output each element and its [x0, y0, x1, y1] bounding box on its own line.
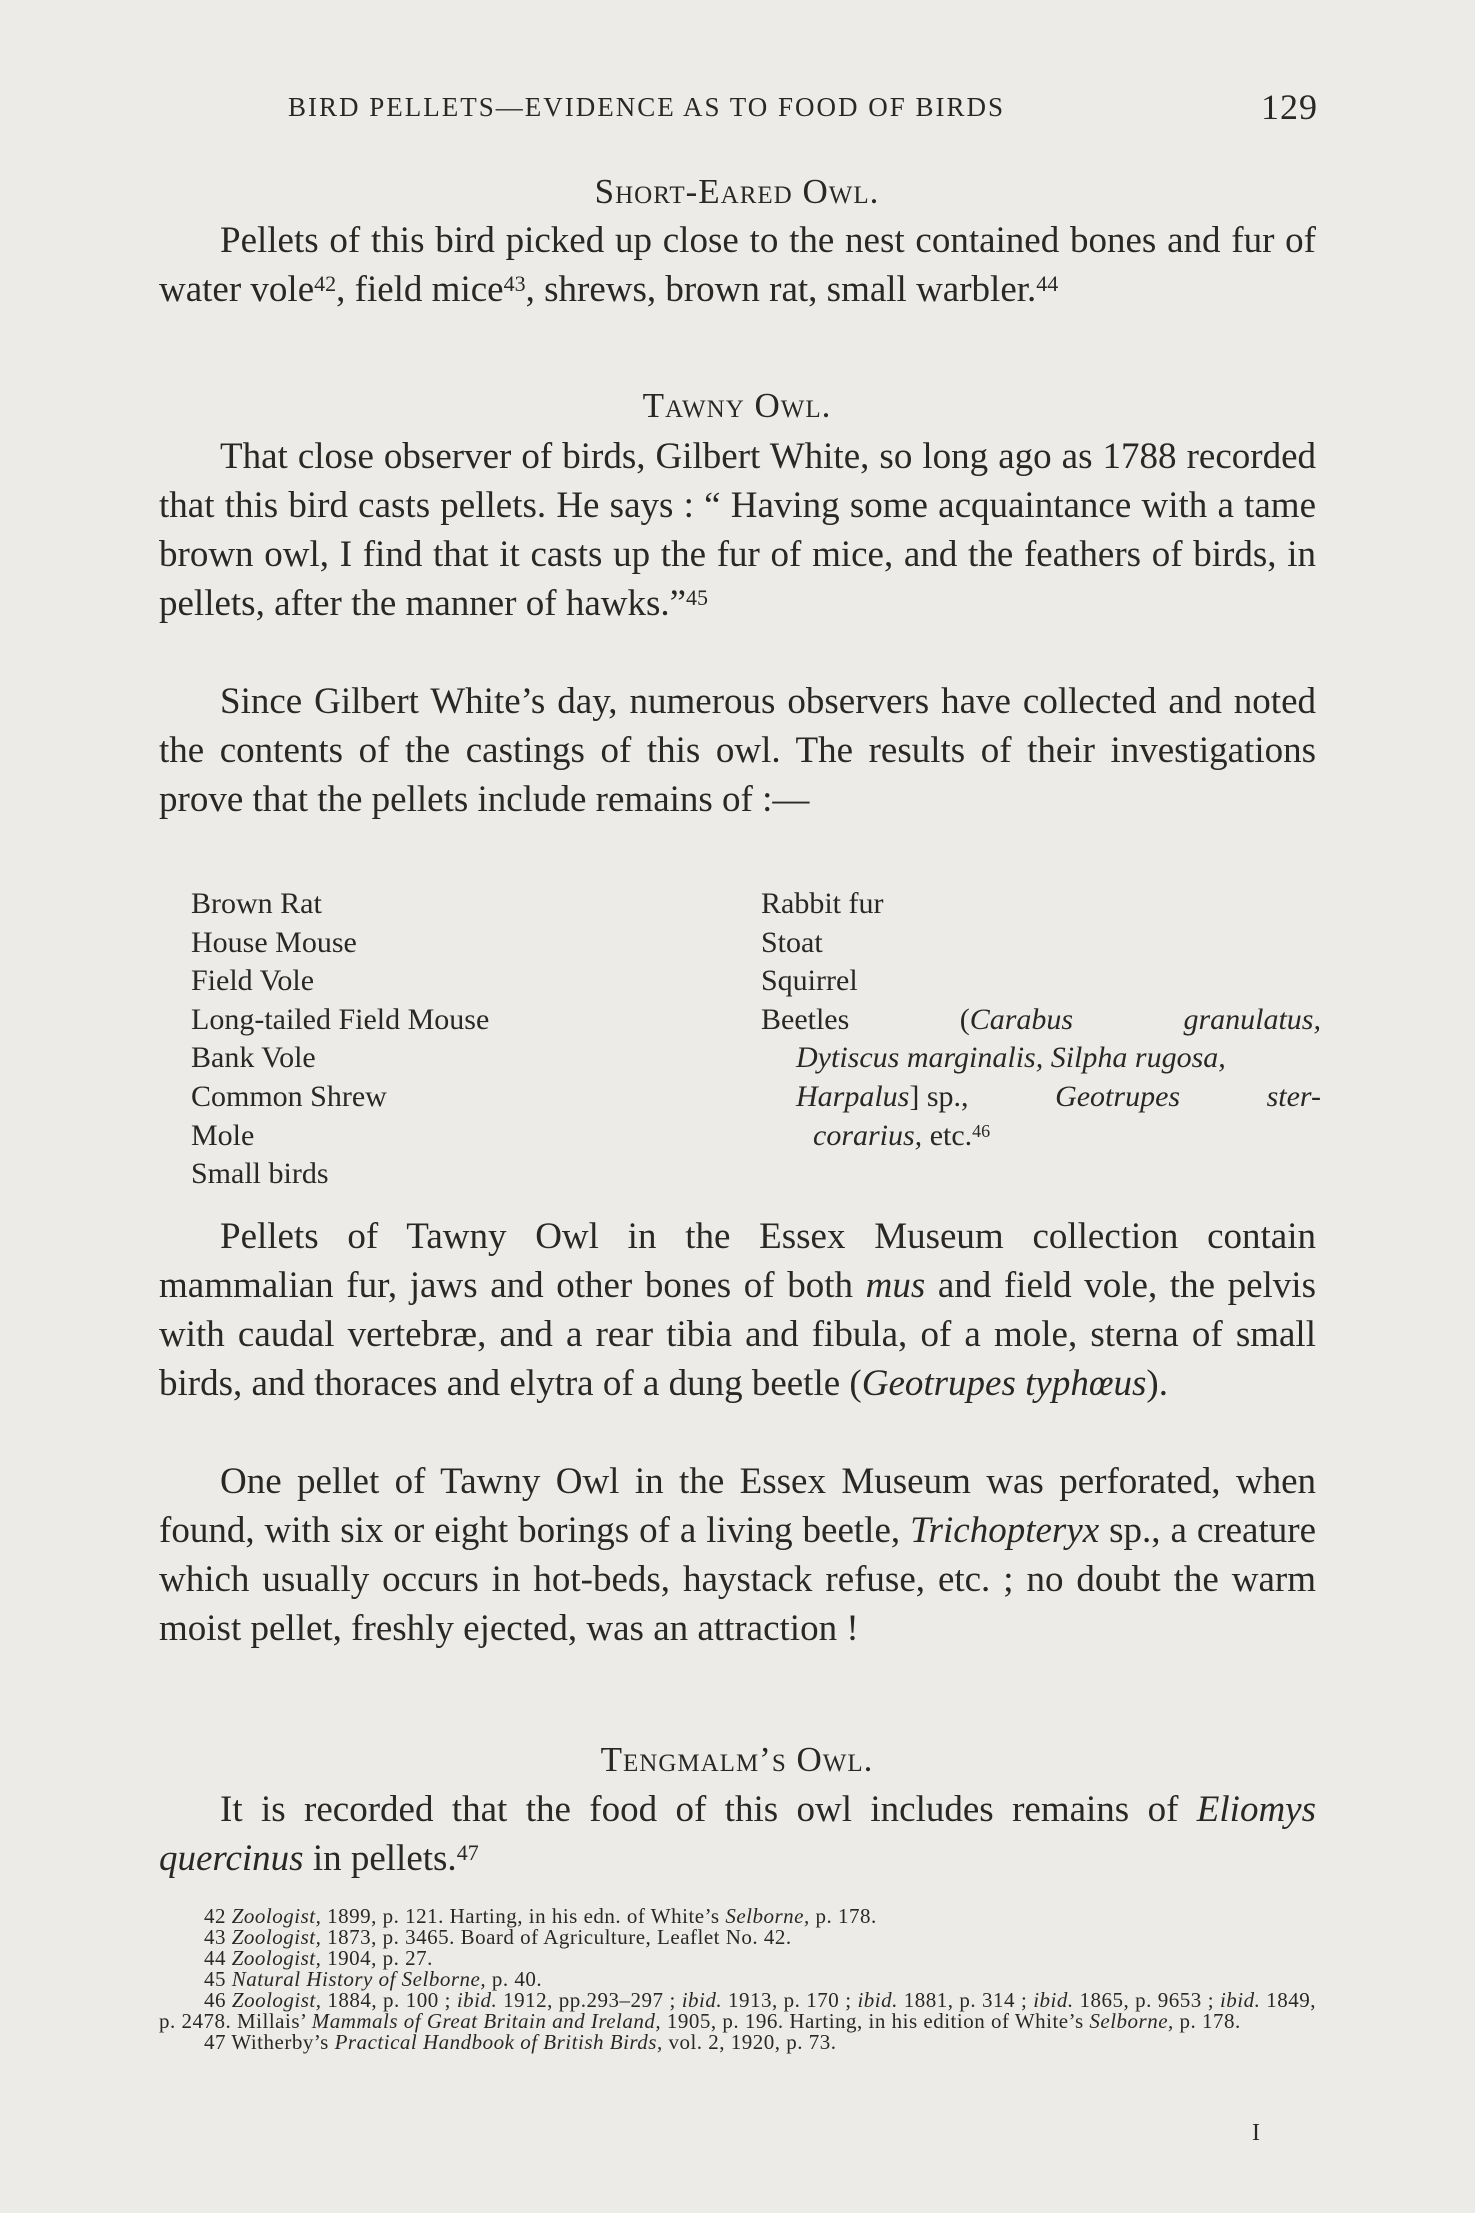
- text-run: 1904, p. 27.: [321, 1946, 433, 1970]
- footnote-ref-43: 43: [503, 271, 526, 296]
- paragraph-short-eared-owl: [159, 216, 1316, 314]
- footnote-number: 44: [204, 1946, 226, 1970]
- ibid: ibid.: [456, 1988, 498, 2012]
- signature-mark: I: [1252, 2120, 1260, 2146]
- text-run: 1881, p. 314 ;: [897, 1988, 1034, 2012]
- remains-list-left: [191, 885, 711, 1194]
- footnote-number: 47: [204, 2030, 226, 2054]
- text-run: 1899, p. 121. Harting, in his edn. of White’s: [321, 1904, 726, 1928]
- page-number: 129: [1261, 87, 1318, 127]
- remains-list-right: [761, 885, 1321, 1155]
- species-name: Geotrupes typhœus: [861, 1363, 1147, 1404]
- work-title: Selborne,: [725, 1904, 810, 1928]
- footnote-ref-44: 44: [1036, 271, 1059, 296]
- list-item: Field Vole: [191, 964, 315, 998]
- list-item: Rabbit fur: [761, 887, 884, 920]
- footnote-number: 45: [204, 1967, 226, 1991]
- paragraph-perforated-pellet: [159, 1457, 1316, 1653]
- text-run: 1865, p. 9653 ;: [1073, 1988, 1220, 2012]
- heading-short-eared-owl: Short-Eared Owl.: [594, 172, 880, 211]
- list-item: House Mouse: [191, 925, 357, 959]
- text-run: etc.: [922, 1118, 973, 1152]
- paragraph-tawny-observers: Since Gilbert White’s day, numerous observers have collected and noted the contents of the castings of this owl. The results of their investigations prove that the pellets include remains of :—: [159, 681, 1316, 820]
- text-run: p. 178.: [1173, 2009, 1241, 2033]
- footnotes: [159, 1906, 1316, 2053]
- list-item-beetles: [761, 1001, 1321, 1155]
- source-title: Zoologist,: [231, 1925, 322, 1949]
- beetles-line-4: [761, 1117, 1321, 1156]
- list-item: Brown Rat: [191, 887, 322, 920]
- source-title: Zoologist,: [231, 1988, 322, 2012]
- heading-tengmalms-owl: Tengmalm’s Owl.: [600, 1740, 874, 1779]
- text-run: vol. 2, 1920, p. 73.: [662, 2030, 837, 2054]
- text-run: 1873, p. 3465. Board of Agriculture, Leaflet No. 42.: [321, 1925, 792, 1949]
- source-title: Zoologist,: [231, 1946, 322, 1970]
- footnote-ref-42: 42: [314, 271, 337, 296]
- text-run: Pellets of Tawny Owl in the Essex Museum collection contain mammalian fur, jaws and other bones of both: [159, 1216, 1316, 1306]
- species-name: Eliomys quercinus: [159, 1789, 1316, 1879]
- text-run: ).: [1146, 1363, 1168, 1404]
- list-item: Bank Vole: [191, 1041, 316, 1075]
- list-item: Long-tailed Field Mouse: [191, 1002, 490, 1036]
- beetles-line-2: Dytiscus marginalis, Silpha rugosa,: [796, 1041, 1226, 1075]
- text-run: in pellets.: [303, 1838, 457, 1879]
- species-name: granulatus,: [1183, 1002, 1321, 1036]
- footnote-44: [159, 1948, 1316, 1969]
- text-run: 1905, p. 196. Harting, in his edition of White’s: [661, 2009, 1090, 2033]
- footnote-46: [159, 1990, 1316, 2032]
- source-title: Natural History of Selborne,: [231, 1967, 487, 1991]
- paragraph-tawny-white: [159, 432, 1316, 628]
- footnote-47: [159, 2032, 1316, 2053]
- list-item: Small birds: [191, 1157, 329, 1191]
- text-run: Witherby’s: [226, 2030, 335, 2054]
- beetles-line-3: [761, 1078, 1321, 1117]
- list-item: Common Shrew: [191, 1079, 387, 1113]
- species-name: Trichopteryx: [910, 1510, 1100, 1551]
- footnote-42: [159, 1906, 1316, 1927]
- footnote-number: 46: [204, 1988, 226, 2012]
- text-run: Pellets of this bird picked up close to the nest contained bones and fur of water vole: [159, 220, 1316, 310]
- ibid: ibid.: [681, 1988, 723, 2012]
- list-item: Squirrel: [761, 964, 858, 998]
- ibid: ibid.: [1033, 1988, 1074, 2012]
- footnote-number: 43: [204, 1925, 226, 1949]
- heading-tawny-owl: Tawny Owl.: [642, 386, 832, 425]
- text-run: p. 178.: [809, 1904, 877, 1928]
- footnote-45: [159, 1969, 1316, 1990]
- running-head-title: BIRD PELLETS—EVIDENCE AS TO FOOD OF BIRDS: [288, 92, 1006, 122]
- text-run: 1884, p. 100 ;: [321, 1988, 457, 2012]
- paragraph-essex-museum: [159, 1212, 1316, 1408]
- work-title: Practical Handbook of British Birds,: [334, 2030, 663, 2054]
- ibid: ibid.: [1219, 1988, 1261, 2012]
- paren: (: [959, 1002, 970, 1036]
- text-run: and field vole, the pelvis with caudal vertebræ, and a rear tibia and fibula, of a mole, sterna of small birds, and thoraces and elytra of a dung beetle (: [159, 1265, 1316, 1404]
- text-run: 1849, p. 2478. Millais’: [159, 1988, 1317, 2033]
- text-run: It is recorded that the food of this owl includes remains of: [220, 1789, 1197, 1830]
- text-run: That close observer of birds, Gilbert White, so long ago as 1788 recorded that this bird casts pellets. He says : “ Having some acquaintance with a tame brown owl, I find that it casts up the fur of mice, and the feathers of birds, in pellets, after the manner of hawks.”: [159, 436, 1316, 624]
- paragraph-tengmalms-owl: [159, 1785, 1316, 1883]
- text-run: One pellet of Tawny Owl in the Essex Museum was perforated, when found, with six or eight borings of a living beetle,: [159, 1461, 1316, 1551]
- beetles-harpalus: [796, 1078, 969, 1117]
- species-name: Harpalus: [796, 1079, 910, 1113]
- text-run: p. 40.: [486, 1967, 543, 1991]
- text-run: 1913, p. 170 ;: [722, 1988, 858, 2012]
- beetles-label: Beetles: [761, 1002, 850, 1036]
- beetles-genus: [960, 1001, 1073, 1040]
- footnote-43: [159, 1927, 1316, 1948]
- species-name: corarius,: [813, 1118, 923, 1152]
- list-item: Mole: [191, 1118, 255, 1152]
- ibid: ibid.: [857, 1988, 898, 2012]
- text-run: sp., a creature which usually occurs in hot-beds, haystack refuse, etc. ; no doubt the warm moist pellet, freshly ejected, was an attraction !: [159, 1510, 1316, 1649]
- species-name: Carabus: [969, 1002, 1074, 1036]
- list-item: Stoat: [761, 925, 823, 959]
- footnote-ref-47: 47: [456, 1840, 479, 1865]
- work-title: Selborne,: [1089, 2009, 1174, 2033]
- footnote-ref-46: 46: [972, 1120, 991, 1141]
- text-run: , field mice: [336, 269, 504, 310]
- work-title: Mammals of Great Britain and Ireland,: [311, 2009, 662, 2033]
- species-name: Geotrupes: [1055, 1079, 1181, 1113]
- species-name: ster-: [1266, 1079, 1321, 1113]
- text-run: 1912, pp.293–297 ;: [497, 1988, 682, 2012]
- text-run: , shrews, brown rat, small warbler.: [525, 269, 1037, 310]
- footnote-ref-45: 45: [686, 585, 709, 610]
- species-name: mus: [865, 1265, 926, 1306]
- source-title: Zoologist,: [231, 1904, 322, 1928]
- beetles-line-1: [761, 1001, 1321, 1040]
- text-run: ] sp.,: [909, 1079, 969, 1113]
- footnote-number: 42: [204, 1904, 226, 1928]
